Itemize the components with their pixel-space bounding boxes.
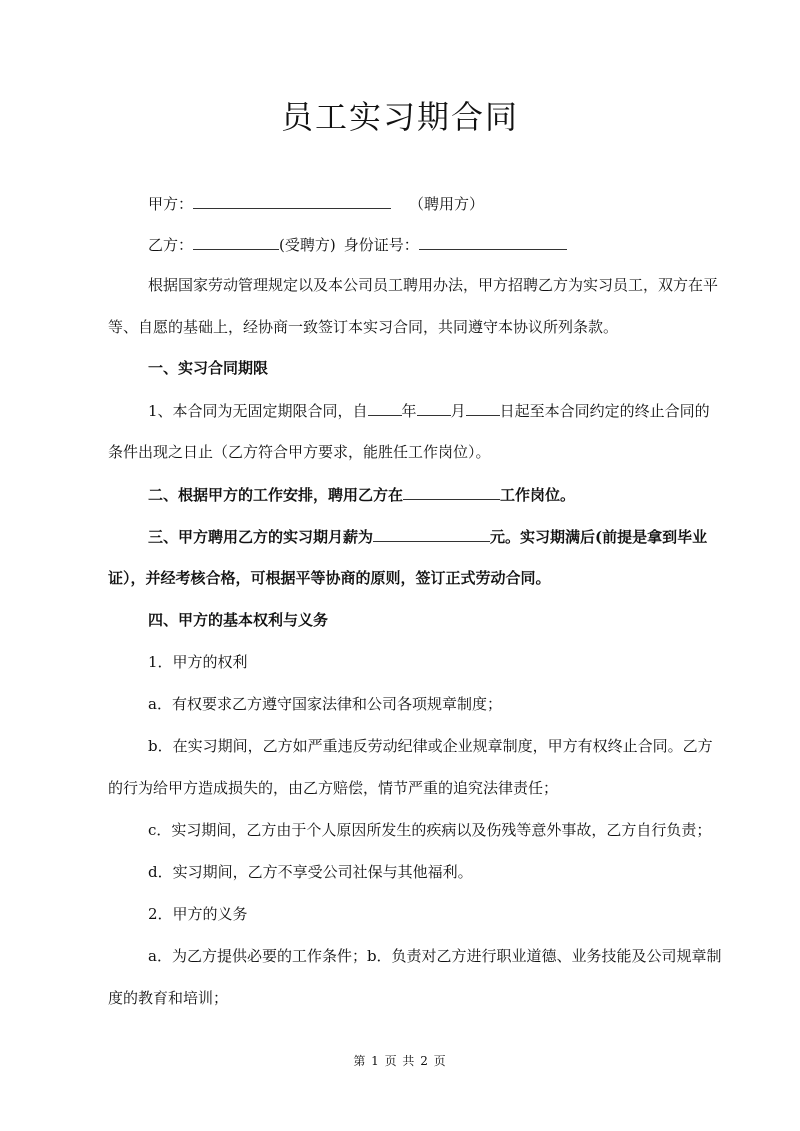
section-3-text-a: 三、甲方聘用乙方的实习期月薪为 <box>148 528 374 546</box>
section-2-text-b: 工作岗位。 <box>500 486 576 504</box>
section-3-text-b: 元。实习期满后(前提是拿到毕业 <box>490 528 708 546</box>
party-a-blank[interactable] <box>193 193 391 209</box>
start-day-blank[interactable] <box>466 400 500 416</box>
party-b-label: 乙方： <box>148 236 194 254</box>
id-number-label: 身份证号： <box>343 236 419 254</box>
id-number-blank[interactable] <box>419 234 567 250</box>
party-b-blank[interactable] <box>193 234 279 250</box>
party-a-note: （聘用方） <box>409 195 485 213</box>
section-3-line-2: 证），并经考核合格，可根据平等协商的原则，签订正式劳动合同。 <box>108 569 551 587</box>
section-1-line-1 <box>148 400 710 421</box>
month-label: 月 <box>450 402 466 420</box>
section-1-text-b: 日起至本合同约定的终止合同的 <box>499 402 710 420</box>
rights-title: 1．甲方的权利 <box>148 653 248 671</box>
section-1-line-2: 条件出现之日止（乙方符合甲方要求，能胜任工作岗位）。 <box>108 443 491 461</box>
right-d: d．实习期间，乙方不享受公司社保与其他福利。 <box>148 863 473 881</box>
section-3-line-1 <box>148 526 707 547</box>
right-c: c．实习期间，乙方由于个人原因所发生的疾病以及伤残等意外事故，乙方自行负责； <box>148 821 712 839</box>
party-a-label: 甲方： <box>148 195 194 213</box>
section-1-text-a: 1、本合同为无固定期限合同，自 <box>148 402 368 420</box>
party-a-line <box>148 193 484 214</box>
document-title: 员工实习期合同 <box>280 98 519 136</box>
section-1-heading: 一、实习合同期限 <box>148 359 269 377</box>
duty-line-2: 度的教育和培训； <box>108 989 229 1007</box>
year-label: 年 <box>401 402 417 420</box>
duties-title: 2．甲方的义务 <box>148 905 248 923</box>
party-b-line <box>148 234 567 255</box>
monthly-salary-blank[interactable] <box>373 526 490 542</box>
party-b-note: (受聘方) <box>279 236 336 254</box>
right-b-line-1: b．在实习期间，乙方如严重违反劳动纪律或企业规章制度，甲方有权终止合同。乙方 <box>148 737 713 755</box>
job-position-blank[interactable] <box>403 484 500 500</box>
start-month-blank[interactable] <box>417 400 451 416</box>
right-b-line-2: 的行为给甲方造成损失的，由乙方赔偿，情节严重的追究法律责任； <box>108 779 559 797</box>
duty-line-1: a．为乙方提供必要的工作条件；b．负责对乙方进行职业道德、业务技能及公司规章制 <box>148 947 722 965</box>
intro-line-2: 等、自愿的基础上，经协商一致签订本实习合同，共同遵守本协议所列条款。 <box>108 318 619 336</box>
start-year-blank[interactable] <box>368 400 402 416</box>
section-2-text-a: 二、根据甲方的工作安排，聘用乙方在 <box>148 486 404 504</box>
section-2-line <box>148 484 575 505</box>
intro-line-1: 根据国家劳动管理规定以及本公司员工聘用办法，甲方招聘乙方为实习员工，双方在平 <box>148 276 719 294</box>
section-4-heading: 四、甲方的基本权利与义务 <box>148 611 329 629</box>
page-number: 第 1 页 共 2 页 <box>353 1054 447 1068</box>
right-a: a．有权要求乙方遵守国家法律和公司各项规章制度； <box>148 695 502 713</box>
